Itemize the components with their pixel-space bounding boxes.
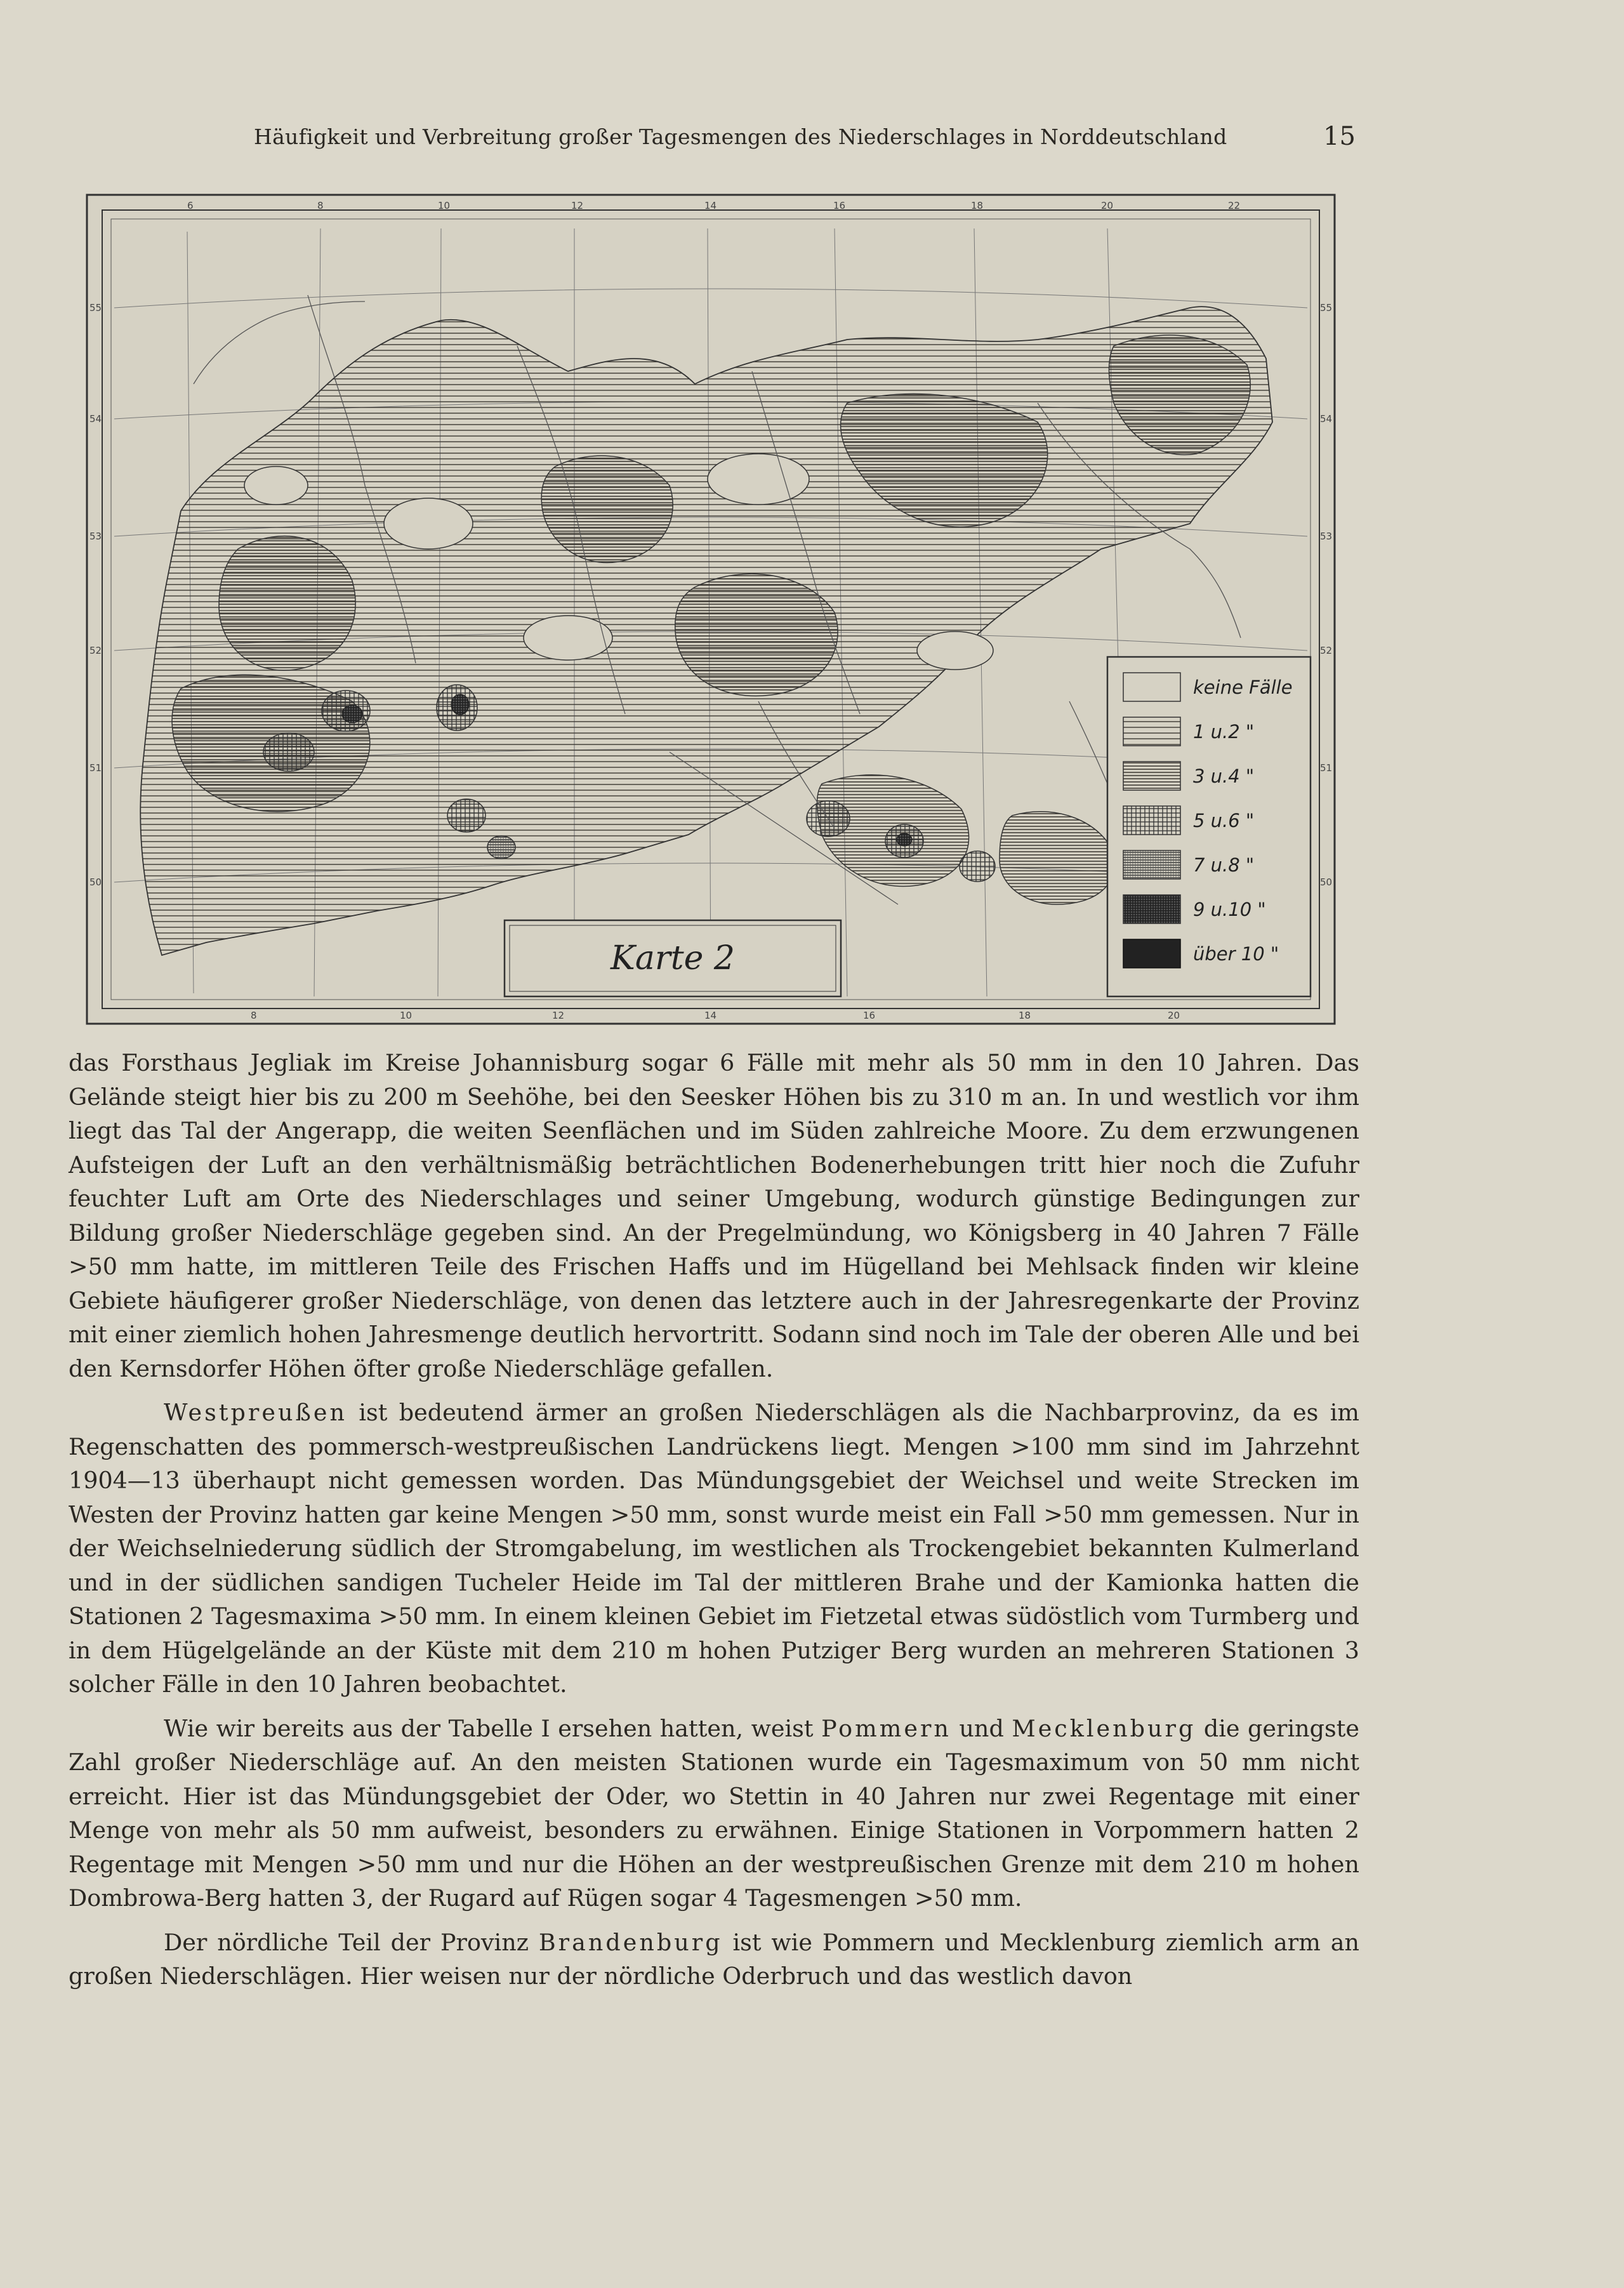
paragraph-westpreussen [69,1396,1359,1702]
tick-label: 55 [1320,302,1333,314]
tick-label: 52 [89,645,102,656]
tick-label: 12 [552,1010,565,1021]
tick-label: 20 [1168,1010,1180,1021]
paragraph-text: die geringste Zahl großer Niederschläge auf. An den meisten Stationen wurde ein Tagesmaximum von 50 mm nicht erreicht. Hier ist das Mündungsgebiet der Oder, wo Stettin in 40 Jahren nur zwei Regentage mit einer Menge von mehr als 50 mm aufweist, besonders zu erwähnen. Einige Stationen in Vorpommern hatten 2 Regentage mit Mengen >50 mm und nur die Höhen an der westpreußischen Grenze mit dem 210 m hohen Dombrowa-Berg hatten 3, der Rugard auf Rügen sogar 4 Tagesmengen >50 mm. [69,1714,1359,1912]
map-figure [86,194,1336,1025]
tick-label: 52 [1320,645,1333,656]
precipitation-map [86,194,1336,1025]
map-legend [1107,657,1310,996]
tick-label: 10 [400,1010,413,1021]
paragraph-pommern [69,1712,1359,1915]
tick-label: 18 [971,200,984,211]
tick-label: 53 [1320,531,1333,542]
paragraph-text: ist wie Pommern und Mecklenburg ziemlich arm an großen Niederschlägen. Hier weisen nur der nördliche Oderbruch und das westlich davon [69,1928,1360,1990]
tick-label: 51 [1320,762,1333,774]
right-tick-labels [1320,302,1332,888]
tick-label: 20 [1101,200,1114,211]
tick-label: 55 [89,302,102,314]
province-name: Westpreußen [164,1399,347,1426]
legend-label: 5 u.6 " [1193,810,1255,831]
tick-label: 54 [89,413,102,425]
tick-label: 54 [1320,413,1333,425]
paragraph-text: ist bedeutend ärmer an großen Niederschlägen als die Nachbarprovinz, da es im Regenschatten des pommersch-westpreußischen Landrückens liegt. Mengen >100 mm sind im Jahrzehnt 1904—13 überhaupt nicht gemessen worden. Das Mündungsgebiet der Weichsel und weite Strecken im Westen der Provinz hatten gar keine Mengen >50 mm, sonst wurde meist ein Fall >50 mm gemessen. Nur in der Weichselniederung südlich der Stromgabelung, im westlichen als Trockengebiet bekannten Kulmerland und in der südlichen sandigen Tucheler Heide im Tal der mittleren Brahe und der Kamionka hatten die Stationen 2 Tagesmaxima >50 mm. In einem kleinen Gebiet im Fietzetal etwas südöstlich vom Turmberg und in dem Hügelgelände an der Küste mit dem 210 m hohen Putziger Berg wurden an mehreren Stationen 3 solcher Fälle in den 10 Jahren beobachtet. [69,1399,1359,1698]
tick-label: 8 [251,1010,257,1021]
tick-label: 10 [438,200,451,211]
tick-label: 14 [704,1010,717,1021]
paragraph-text: Wie wir bereits aus der Tabelle I ersehen hatten, weist [164,1714,822,1742]
tick-label: 22 [1228,200,1241,211]
legend-label: 1 u.2 " [1193,721,1255,743]
bottom-tick-labels [251,1010,1180,1021]
province-name: Brandenburg [538,1928,723,1956]
tick-label: 16 [833,200,846,211]
tick-label: 53 [89,531,102,542]
legend-item-ueber-10 [1123,939,1279,968]
province-name: Mecklenburg [1012,1714,1196,1742]
tick-label: 14 [704,200,717,211]
body-text [69,1046,1359,1994]
page-header [0,124,1624,162]
running-title: Häufigkeit und Verbreitung großer Tagesmengen des Niederschlages in Norddeutschland [254,124,1227,149]
left-tick-labels [89,302,102,888]
page-number: 15 [1323,122,1356,151]
tick-label: 50 [1320,876,1333,888]
legend-item-9-10 [1123,895,1266,923]
legend-label: 7 u.8 " [1193,854,1255,876]
province-name: Pommern [821,1714,951,1742]
tick-label: 12 [571,200,584,211]
paragraph-brandenburg [69,1926,1359,1994]
paragraph-text: und [951,1714,1012,1742]
legend-label: 9 u.10 " [1193,899,1266,920]
tick-label: 50 [89,876,102,888]
tick-label: 6 [187,200,194,211]
legend-item-keine [1123,673,1293,701]
map-title: Karte 2 [611,939,735,977]
tick-label: 51 [89,762,102,774]
tick-label: 16 [863,1010,876,1021]
tick-label: 8 [317,200,324,211]
tick-label: 18 [1019,1010,1031,1021]
paragraph-text: Der nördliche Teil der Provinz [164,1928,539,1956]
rainfall-zones [140,307,1272,955]
legend-label: keine Fälle [1193,677,1293,698]
paragraph-ostpreussen: das Forsthaus Jegliak im Kreise Johannisburg sogar 6 Fälle mit mehr als 50 mm in den 10 Jahren. Das Gelände steigt hier bis zu 200 m Seehöhe, bei den Seesker Höhen bis zu 310 m an. In und westlich vor ihm liegt das Tal der Angerapp, die weiten Seenflächen und im Süden zahlreiche Moore. Zu dem erzwungenen Aufsteigen der Luft an den verhältnismäßig beträchtlichen Bodenerhebungen tritt hier noch die Zufuhr feuchter Luft am Orte des Niederschlages und seiner Umgebung, wodurch günstige Bedingungen zur Bildung großer Niederschläge gegeben sind. An der Pregelmündung, wo Königsberg in 40 Jahren 7 Fälle >50 mm hatte, im mittleren Teile des Frischen Haffs und im Hügelland bei Mehlsack finden wir kleine Gebiete häufigerer großer Niederschläge, von denen das letztere auch in der Jahresregenkarte der Provinz mit einer ziemlich hohen Jahresmenge deutlich hervortritt. Sodann sind noch im Tale der oberen Alle und bei den Kernsdorfer Höhen öfter große Niederschläge gefallen. [69,1049,1359,1382]
legend-label: 3 u.4 " [1193,765,1255,787]
legend-label: über 10 " [1193,943,1279,965]
map-title-box [505,920,841,996]
